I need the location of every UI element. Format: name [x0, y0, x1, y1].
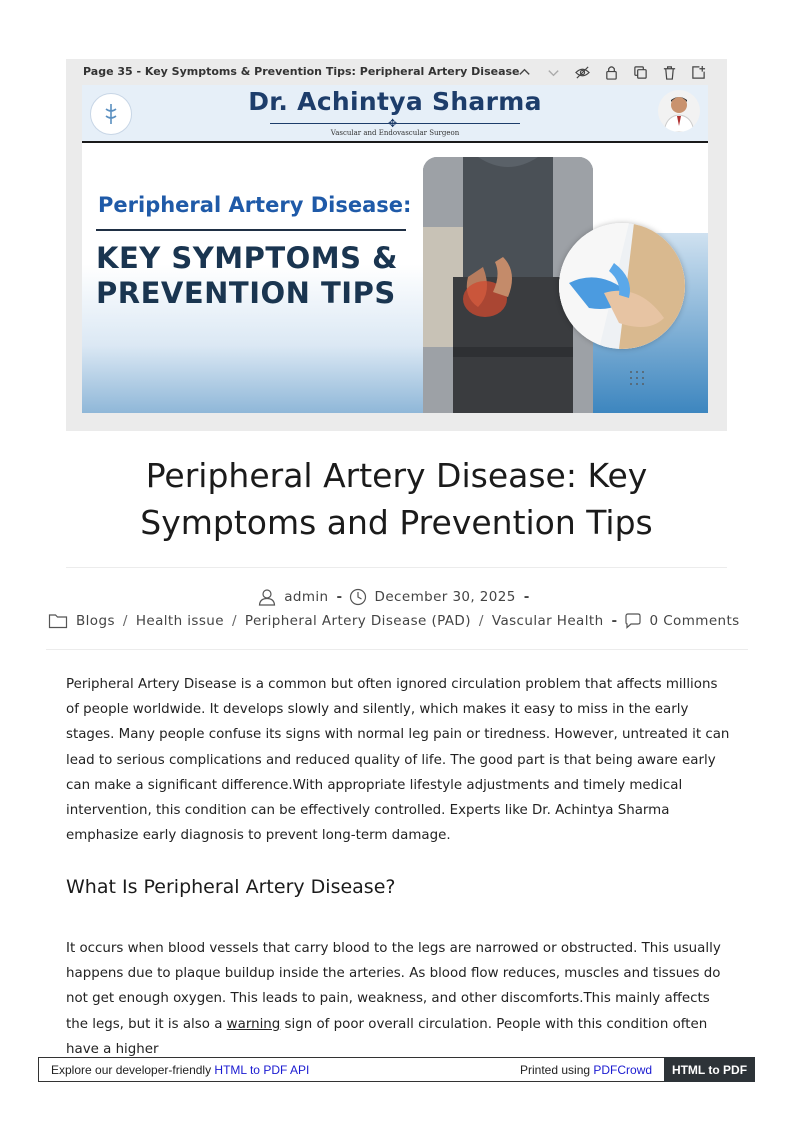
banner-subtitle: Peripheral Artery Disease:	[98, 193, 412, 217]
banner-body	[82, 143, 708, 413]
author-meta	[258, 588, 328, 606]
comment-icon	[624, 612, 642, 630]
article-title: Peripheral Artery Disease: Key Symptoms and Prevention Tips	[140, 456, 653, 542]
author-link[interactable]: admin	[284, 589, 329, 605]
image-toolbar-title: Page 35 - Key Symptoms & Prevention Tips: Peripheral Artery Disease	[83, 65, 520, 78]
category-link[interactable]: Health issue	[135, 613, 224, 629]
doctor-name: Dr. Achintya Sharma	[248, 87, 542, 116]
pdfcrowd-link[interactable]: PDFCrowd	[593, 1063, 653, 1077]
comments-link[interactable]: 0 Comments	[649, 613, 740, 629]
doctor-subtitle: Vascular and Endovascular Surgeon	[330, 129, 460, 137]
divider	[46, 649, 748, 650]
html-to-pdf-api-link[interactable]: HTML to PDF API	[214, 1063, 310, 1077]
add-icon[interactable]	[689, 63, 707, 81]
category-link[interactable]: Peripheral Artery Disease (PAD)	[244, 613, 471, 629]
doctor-portrait	[658, 90, 700, 132]
warning-link[interactable]: warning	[226, 1016, 281, 1032]
banner-headline: KEY SYMPTOMS & PREVENTION TIPS	[96, 241, 398, 310]
foot-exam-photo	[559, 223, 685, 349]
post-date: December 30, 2025	[374, 589, 516, 605]
article-banner-image	[82, 85, 708, 413]
cross-ornament-icon: ✥	[388, 117, 398, 130]
chevron-up-icon[interactable]	[515, 63, 533, 81]
category-link[interactable]: Blogs	[76, 613, 115, 629]
chevron-down-icon[interactable]	[544, 63, 562, 81]
eye-off-icon[interactable]	[573, 63, 591, 81]
banner-header	[82, 85, 708, 143]
html-to-pdf-button[interactable]: HTML to PDF	[664, 1057, 755, 1082]
section-heading: What Is Peripheral Artery Disease?	[66, 876, 396, 898]
featured-image-frame	[66, 59, 727, 431]
intro-paragraph: Peripheral Artery Disease is a common but often ignored circulation problem that affects millions of people worldwide. It develops slowly and silently, which makes it easy to miss in the early stages. Many people confuse its signs with normal leg pain or tiredness. However, untreated it can lead to serious complications and reduced quality of life. The good part is that being aware early can make a significant difference.With appropriate lifestyle adjustments and timely medical intervention, this condition can be effectively controlled. Experts like Dr. Achintya Sharma emphasize early diagnosis to prevent long-term damage.	[66, 677, 730, 844]
divider	[66, 567, 727, 568]
category-link[interactable]: Vascular Health	[491, 613, 604, 629]
divider	[96, 229, 406, 231]
date-meta	[349, 588, 516, 606]
folder-icon	[48, 612, 68, 630]
image-toolbar	[66, 59, 727, 85]
article-meta: admin - December 30, 2025 -	[0, 588, 794, 606]
trash-icon[interactable]	[660, 63, 678, 81]
copy-icon[interactable]	[631, 63, 649, 81]
section-paragraph: It occurs when blood vessels that carry blood to the legs are narrowed or obstructed. This usually happens due to plaque buildup inside the arteries. As blood flow reduces, muscles and tissues do not get enough oxygen. This leads to pain, weakness, and other discomforts.This mainly affects the legs, but it is also a warning sign of poor overall circulation. People with this condition often have a higher	[66, 941, 721, 1057]
pdf-footer: Explore our developer-friendly HTML to PDF API Printed using PDFCrowd HTML to PDF	[38, 1057, 755, 1082]
comments-meta	[624, 612, 740, 630]
article-categories: Blogs / Health issue / Peripheral Artery Disease (PAD) / Vascular Health - 0 Comments	[48, 612, 740, 630]
clock-icon	[349, 588, 367, 606]
user-icon	[258, 588, 276, 606]
lock-icon[interactable]	[602, 63, 620, 81]
decorative-dots	[628, 369, 648, 389]
